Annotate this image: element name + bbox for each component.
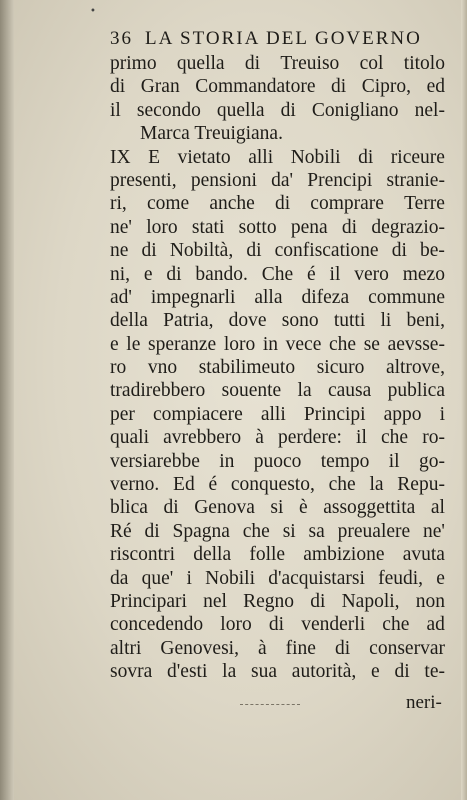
text-line: per compiacere alli Principi appo i (110, 403, 445, 425)
text-line: ni, e di bando. Che é il vero mezo (110, 263, 445, 285)
catchword: neri- (406, 692, 442, 713)
text-line: tradirebbero souente la causa publica (110, 380, 445, 402)
text-line: concedendo loro di venderli che ad (110, 614, 445, 636)
text-line: IX E vietato alli Nobili di riceure (110, 146, 445, 168)
text-line: ro vno stabilimeuto sicuro altrove, (110, 357, 445, 379)
text-line: di Gran Commandatore di Cipro, ed (110, 76, 445, 98)
text-line: verno. Ed é conquesto, che la Repu- (110, 474, 445, 496)
ink-mark: • (90, 6, 96, 17)
text-line: ri, come anche di comprare Terre (110, 193, 445, 215)
text-line: presenti, pensioni da' Prencipi stranie- (110, 169, 445, 191)
text-line: ad' impegnarli alla difeza commune (110, 286, 445, 308)
text-line: blica di Genova si è assoggettita al (110, 497, 445, 519)
running-header (110, 28, 422, 50)
text-line: primo quella di Treuiso col titolo (110, 53, 445, 74)
text-line: ne' loro stati sotto pena di degrazio- (110, 216, 445, 238)
text-line: il secondo quella di Conigliano nel- (110, 99, 445, 121)
text-line: della Patria, dove sono tutti li beni, (110, 310, 445, 332)
running-head-title: LA STORIA DEL GOVERNO (145, 28, 422, 49)
text-line: sovra d'esti la sua autorità, e di te- (110, 661, 445, 683)
page-number: 36 (110, 28, 133, 49)
text-line: quali avrebbero à perdere: il che ro- (110, 427, 445, 449)
text-line: Ré di Spagna che si sa preualere ne' (110, 520, 445, 542)
text-line: riscontri della folle ambizione avuta (110, 544, 445, 566)
text-line: da que' i Nobili d'acquistarsi feudi, e (110, 567, 445, 589)
body-text (110, 52, 445, 684)
text-line: altri Genovesi, à fine di conservar (110, 637, 445, 659)
page-gutter-shadow (0, 0, 14, 800)
text-line: Principari nel Regno di Napoli, non (110, 590, 445, 612)
text-line: Marca Treuigiana. (140, 123, 283, 145)
text-line: versiarebbe in puoco tempo il go- (110, 450, 445, 472)
text-line: e le speranze loro in vece che se aevsse- (110, 333, 445, 355)
page-edge (461, 0, 467, 800)
text-line: ne di Nobiltà, di confiscatione di be- (110, 240, 445, 262)
print-smudge (240, 704, 300, 706)
